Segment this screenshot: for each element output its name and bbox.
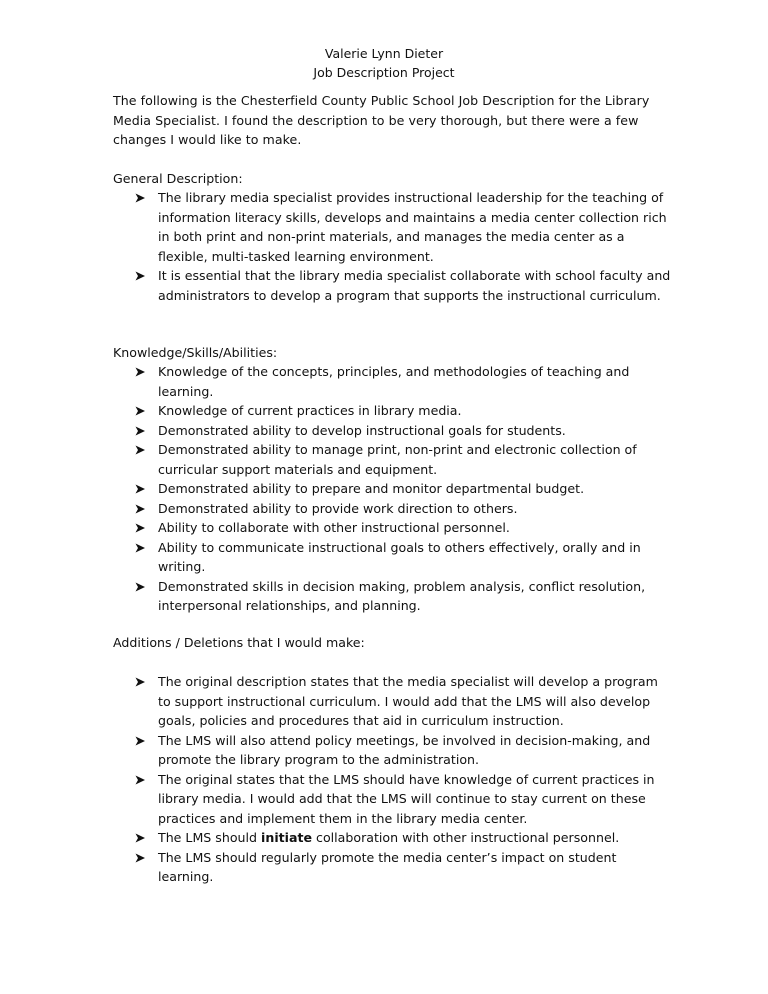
list-item: [113, 421, 673, 441]
list-item-text: The LMS should regularly promote the media center’s impact on student learning.: [158, 849, 617, 884]
arrow-bullet-icon: [135, 440, 149, 460]
ksa-list: [113, 362, 673, 616]
additions-heading: Additions / Deletions that I would make:: [113, 635, 365, 650]
list-item: [113, 828, 673, 848]
list-item-text-after: collaboration with other instructional personnel.: [312, 830, 620, 845]
list-item-text: Ability to collaborate with other instructional personnel.: [158, 520, 510, 535]
list-item-text: Demonstrated skills in decision making, problem analysis, conflict resolution, interpersonal relationships, and planning.: [158, 578, 646, 613]
list-item: [113, 518, 673, 538]
arrow-bullet-icon: [135, 401, 149, 421]
arrow-bullet-icon: [135, 266, 149, 286]
list-item: [113, 266, 673, 305]
arrow-bullet-icon: [135, 188, 149, 208]
general-description-heading: General Description:: [113, 171, 243, 186]
arrow-bullet-icon: [135, 577, 149, 597]
project-title: Job Description Project: [313, 65, 455, 80]
arrow-bullet-icon: [135, 828, 149, 848]
arrow-bullet-icon: [135, 672, 149, 692]
arrow-bullet-icon: [135, 421, 149, 441]
list-item-text: The original states that the LMS should have knowledge of current practices in library media. I would add that the LMS will continue to stay current on these practices and implement them in the library media center.: [158, 771, 655, 826]
list-item-text-before: The LMS should: [158, 830, 262, 845]
list-item-text: Ability to communicate instructional goals to others effectively, orally and in writing.: [158, 539, 641, 574]
arrow-bullet-icon: [135, 770, 149, 790]
general-description-list: [113, 188, 673, 305]
list-item-text: It is essential that the library media specialist collaborate with school faculty and administrators to develop a program that supports the instructional curriculum.: [158, 268, 671, 303]
list-item: [113, 672, 673, 731]
list-item: [113, 362, 673, 401]
arrow-bullet-icon: [135, 499, 149, 519]
list-item: [113, 401, 673, 421]
ksa-heading: Knowledge/Skills/Abilities:: [113, 345, 278, 360]
list-item-text: Demonstrated ability to provide work direction to others.: [158, 500, 518, 516]
list-item: [113, 538, 673, 577]
arrow-bullet-icon: [135, 518, 149, 538]
additions-list: [113, 672, 673, 887]
list-item: [113, 577, 673, 616]
arrow-bullet-icon: [135, 731, 149, 751]
list-item-text: Knowledge of current practices in library media.: [158, 403, 462, 418]
arrow-bullet-icon: [135, 479, 149, 499]
list-item-text: The LMS will also attend policy meetings, be involved in decision-making, and promote the library program to the administration.: [158, 732, 651, 767]
list-item: [113, 770, 673, 829]
author-name: Valerie Lynn Dieter: [324, 46, 444, 61]
intro-paragraph: The following is the Chesterfield County Public School Job Description for the Library Media Specialist. I found the description to be very thorough, but there were a few changes I would like to make.: [113, 93, 650, 148]
arrow-bullet-icon: [135, 538, 149, 558]
list-item: [113, 479, 673, 499]
list-item: [113, 848, 673, 887]
list-item-text: The original description states that the media specialist will develop a program to support instructional curriculum. I would add that the LMS will also develop goals, policies and procedures that aid in curriculum instruction.: [158, 674, 658, 728]
list-item: [113, 188, 673, 266]
emphasis-initiate: initiate: [261, 830, 313, 845]
arrow-bullet-icon: [135, 848, 149, 868]
list-item: [113, 440, 673, 479]
list-item-text: Knowledge of the concepts, principles, and methodologies of teaching and learning.: [158, 364, 630, 399]
list-item: [113, 499, 673, 519]
list-item-text: Demonstrated ability to prepare and monitor departmental budget.: [158, 481, 585, 496]
arrow-bullet-icon: [135, 362, 149, 382]
list-item-text: Demonstrated ability to manage print, non-print and electronic collection of curricular support materials and equipment.: [158, 442, 637, 477]
list-item: [113, 731, 673, 770]
list-item-text: Demonstrated ability to develop instructional goals for students.: [158, 422, 566, 438]
list-item-text: The library media specialist provides instructional leadership for the teaching of information literacy skills, develops and maintains a media center collection rich in both print and non-print materials, and manages the media center as a flexible, multi-tasked learning environment.: [158, 190, 667, 264]
